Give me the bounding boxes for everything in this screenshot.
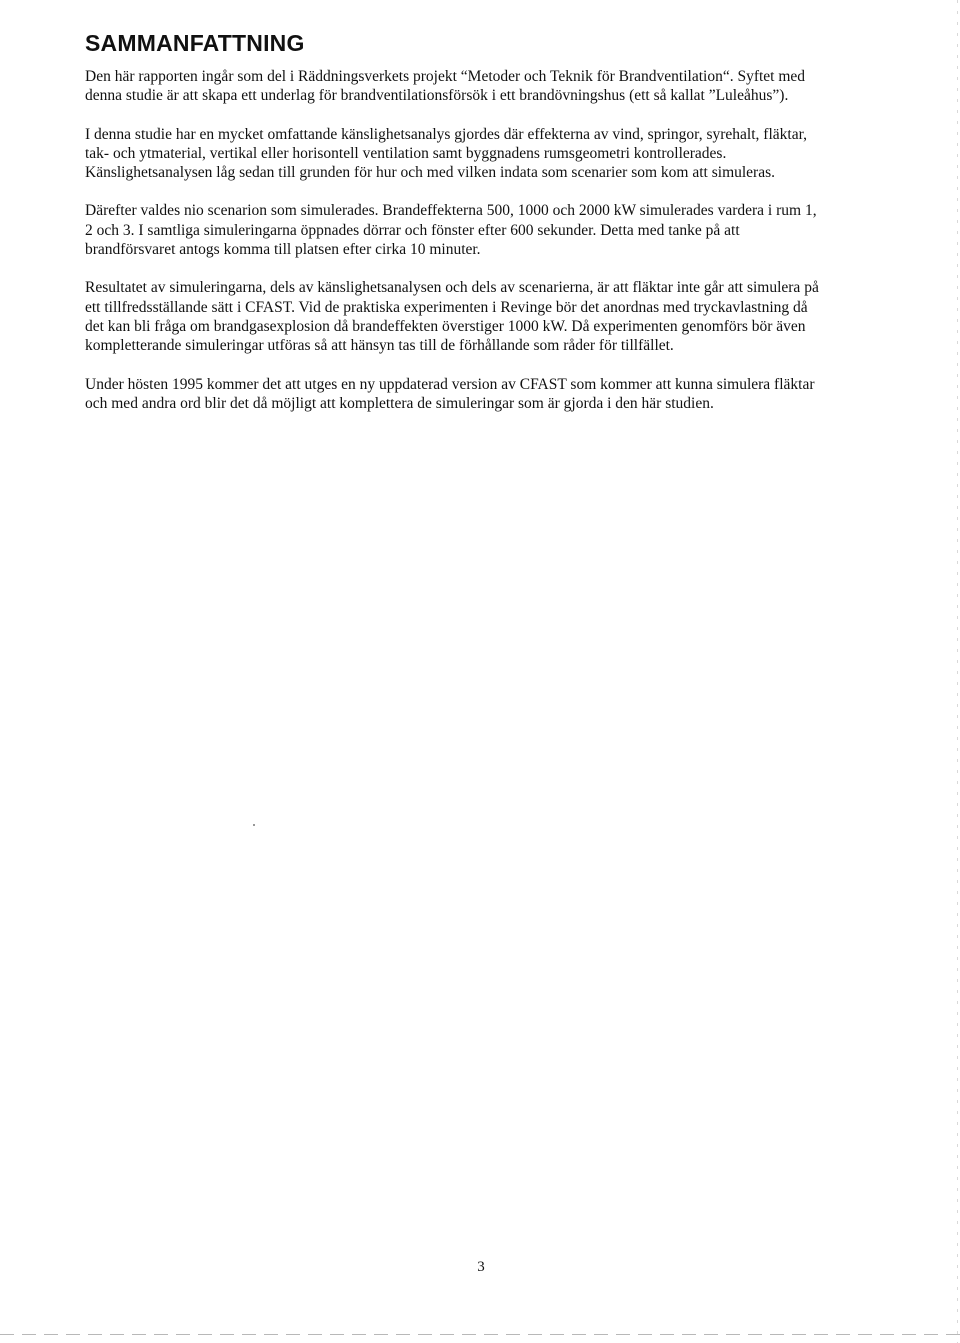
paragraph-sensitivity-analysis: I denna studie har en mycket omfattande känslighetsanalys gjordes där effekterna av vind, springor, syrehalt, fläktar, tak- och ytmaterial, vertikal eller horisontell ventilation samt byggnadens rumsgeometri kontrollerades. Känslighetsanalysen låg sedan till grunden för hur och med vilken indata som scenarier som kom att simuleras. <box>85 125 807 182</box>
scan-edge-bottom <box>0 1334 960 1335</box>
paragraph-future-version: Under hösten 1995 kommer det att utges en ny uppdaterad version av CFAST som kommer att kunna simulera fläktar och med andra ord blir det då möjligt att komplettera de simuleringar som är gjorda i den här studien. <box>85 375 815 412</box>
page-title: SAMMANFATTNING <box>85 30 305 56</box>
summary-body <box>85 67 825 432</box>
paragraph-results: Resultatet av simuleringarna, dels av känslighetsanalysen och dels av scenarierna, är att fläktar inte går att simulera på ett tillfredsställande sätt i CFAST. Vid de praktiska experimenten i Revinge bör det anordnas med tryckavlastning då det kan bli fråga om brandgasexplosion då brandeffekten överstiger 1000 kW. Då experimenten genomförs bör även kompletterande simuleringar utföras så att hänsyn tas till de förhållande som råder för tillfället. <box>85 279 819 355</box>
paragraph-intro: Den här rapporten ingår som del i Räddningsverkets projekt “Metoder och Teknik för Brandventilation“. Syftet med denna studie är att skapa ett underlag för brandventilationsförsök i ett brandövningshus (ett så kallat ”Luleåhus”). <box>85 68 806 105</box>
paragraph-scenarios: Därefter valdes nio scenarion som simulerades. Brandeffekterna 500, 1000 och 2000 kW simulerades vardera i rum 1, 2 och 3. I samtliga simuleringarna öppnades dörrar och fönster efter 600 sekunder. Detta med tanke på att brandförsvaret antogs komma till platsen efter cirka 10 minuter. <box>85 202 817 259</box>
page-number: 3 <box>477 1259 485 1275</box>
scan-edge-right <box>957 0 958 1343</box>
scan-speck <box>253 824 255 826</box>
